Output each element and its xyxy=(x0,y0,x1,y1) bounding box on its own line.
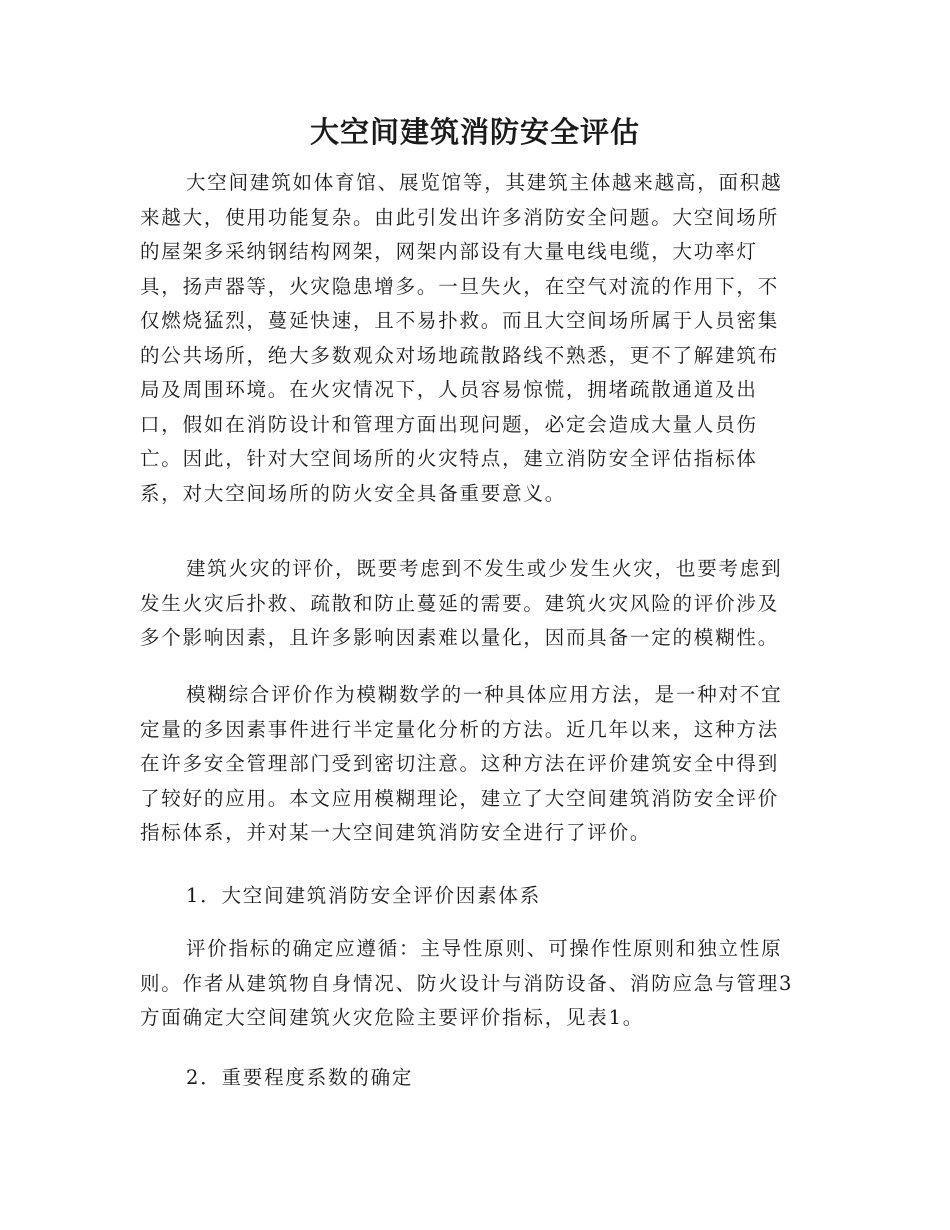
paragraph-line: 指标体系，并对某一大空间建筑消防安全进行了评价。 xyxy=(140,821,652,844)
paragraph-line: 亡。因此，针对大空间场所的火灾特点，建立消防安全评估指标体 xyxy=(140,447,758,470)
paragraph-line: 模糊综合评价作为模糊数学的一种具体应用方法，是一种对不宜 xyxy=(186,683,783,706)
paragraph-line: 评价指标的确定应遵循：主导性原则、可操作性原则和独立性原 xyxy=(186,937,783,960)
paragraph-line: 仅燃烧猛烈，蔓延快速，且不易扑救。而且大空间场所属于人员密集 xyxy=(140,309,780,332)
paragraph-line: 的公共场所，绝大多数观众对场地疏散路线不熟悉，更不了解建筑布 xyxy=(140,343,780,367)
paragraph-line: 具，扬声器等，火灾隐患增多。一旦失火，在空气对流的作用下，不 xyxy=(140,274,780,298)
paragraph-line: 口，假如在消防设计和管理方面出现问题，必定会造成大量人员伤 xyxy=(140,412,758,436)
paragraph-line: 在许多安全管理部门受到密切注意。这种方法在评价建筑安全中得到 xyxy=(140,752,780,775)
paragraph-line: 多个影响因素，且许多影响因素难以量化，因而具备一定的模糊性。 xyxy=(140,626,780,649)
paragraph-line: 的屋架多采纳钢结构网架，网架内部设有大量电线电缆，大功率灯 xyxy=(140,240,758,263)
paragraph-line: 系，对大空间场所的防火安全具备重要意义。 xyxy=(140,481,567,505)
paragraph-line: 建筑火灾的评价，既要考虑到不发生或少发生火灾，也要考虑到 xyxy=(186,557,783,580)
document-title: 大空间建筑消防安全评估 xyxy=(309,115,640,149)
paragraph-line: 大空间建筑如体育馆、展览馆等，其建筑主体越来越高，面积越 xyxy=(186,171,783,194)
paragraph-line: 了较好的应用。本文应用模糊理论，建立了大空间建筑消防安全评价 xyxy=(140,786,780,810)
paragraph-line: 来越大，使用功能复杂。由此引发出许多消防安全问题。大空间场所 xyxy=(140,205,780,229)
section-1-heading: 1．大空间建筑消防安全评价因素体系 xyxy=(186,884,542,907)
paragraph-line: 定量的多因素事件进行半定量化分析的方法。近几年以来，这种方法 xyxy=(140,717,780,741)
paragraph-line: 局及周围环境。在火灾情况下，人员容易惊慌，拥堵疏散通道及出 xyxy=(140,378,758,401)
paragraph-line: 发生火灾后扑救、疏散和防止蔓延的需要。建筑火灾风险的评价涉及 xyxy=(140,591,780,615)
section-1-paragraph xyxy=(140,932,798,1036)
fuzzy-method-paragraph xyxy=(140,678,798,851)
section-2-heading: 2．重要程度系数的确定 xyxy=(186,1066,414,1089)
evaluation-paragraph xyxy=(140,552,798,656)
paragraph-line: 方面确定大空间建筑火灾危险主要评价指标，见表1。 xyxy=(140,1006,645,1029)
intro-paragraph xyxy=(140,166,798,511)
paragraph-line: 则。作者从建筑物自身情况、防火设计与消防设备、消防应急与管理3 xyxy=(140,971,794,995)
